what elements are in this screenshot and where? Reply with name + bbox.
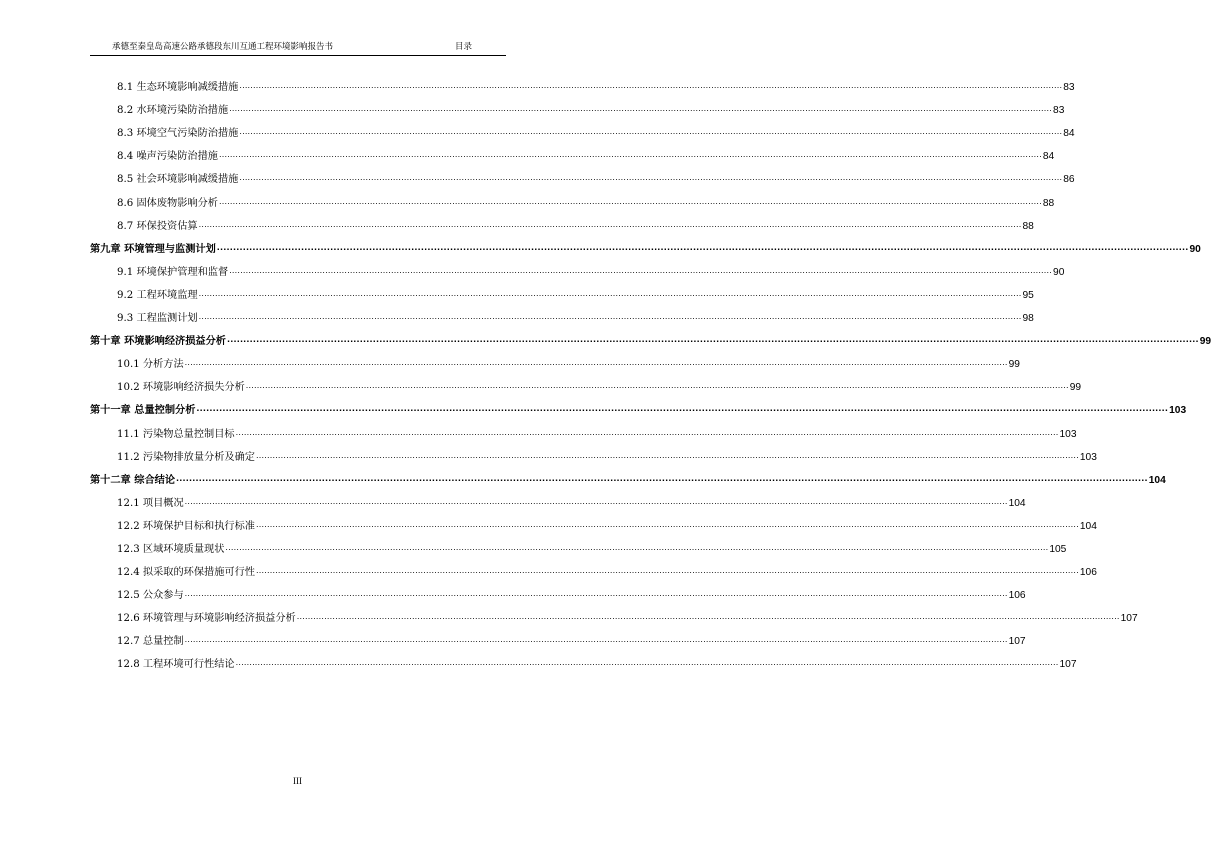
toc-section-entry[interactable] bbox=[90, 555, 1097, 579]
toc-entry-page-number: 106 bbox=[1079, 567, 1097, 579]
toc-dot-leader: ............................................................................................................................................................................................................................................................................................................ bbox=[296, 612, 1120, 622]
toc-entry-title: 9.3 工程监测计划 bbox=[117, 313, 198, 325]
toc-entry-page-number: 83 bbox=[1053, 105, 1065, 117]
toc-entry-title: 8.3 环境空气污染防治措施 bbox=[117, 128, 239, 140]
header-divider bbox=[90, 55, 506, 56]
toc-dot-leader: ............................................................................................................................................................................................................................................................................................................ bbox=[226, 335, 1199, 345]
toc-dot-leader: ............................................................................................................................................................................................................................................................................................................ bbox=[198, 219, 1022, 229]
toc-entry-title: 第九章 环境管理与监测计划 bbox=[90, 243, 216, 255]
toc-entry-page-number: 107 bbox=[1120, 613, 1138, 625]
toc-entry-page-number: 103 bbox=[1079, 451, 1097, 463]
toc-section-entry[interactable] bbox=[90, 93, 1065, 117]
toc-dot-leader: ............................................................................................................................................................................................................................................................................................................ bbox=[218, 196, 1042, 206]
toc-entry-page-number: 104 bbox=[1079, 520, 1097, 532]
toc-entry-page-number: 103 bbox=[1169, 405, 1187, 417]
toc-entry-title: 12.3 区域环境质量现状 bbox=[117, 543, 225, 555]
toc-chapter-entry[interactable] bbox=[90, 393, 1187, 417]
toc-entry-title: 8.2 水环境污染防治措施 bbox=[117, 105, 229, 117]
toc-dot-leader: ............................................................................................................................................................................................................................................................................................................ bbox=[245, 381, 1069, 391]
toc-section-entry[interactable] bbox=[90, 185, 1055, 209]
toc-entry-title: 8.6 固体废物影响分析 bbox=[117, 197, 218, 209]
toc-dot-leader: ............................................................................................................................................................................................................................................................................................................ bbox=[239, 127, 1063, 137]
toc-entry-title: 10.1 分析方法 bbox=[117, 359, 184, 371]
toc-section-entry[interactable] bbox=[90, 416, 1077, 440]
toc-section-entry[interactable] bbox=[90, 532, 1067, 555]
toc-entry-title: 第十一章 总量控制分析 bbox=[90, 405, 196, 417]
toc-entry-title: 11.1 污染物总量控制目标 bbox=[117, 428, 235, 440]
toc-dot-leader: ............................................................................................................................................................................................................................................................................................................ bbox=[255, 566, 1079, 576]
toc-chapter-entry[interactable] bbox=[90, 232, 1201, 255]
toc-entry-title: 12.6 环境管理与环境影响经济损益分析 bbox=[117, 613, 296, 625]
toc-entry-page-number: 107 bbox=[1059, 659, 1077, 671]
toc-section-entry[interactable] bbox=[90, 647, 1077, 671]
toc-dot-leader: ............................................................................................................................................................................................................................................................................................................ bbox=[225, 542, 1049, 552]
toc-section-entry[interactable] bbox=[90, 601, 1138, 625]
toc-section-entry[interactable] bbox=[90, 578, 1026, 602]
toc-entry-page-number: 103 bbox=[1059, 428, 1077, 440]
toc-section-entry[interactable] bbox=[90, 278, 1034, 301]
toc-section-entry[interactable] bbox=[90, 70, 1075, 94]
toc-section-entry[interactable] bbox=[90, 162, 1075, 186]
toc-entry-title: 10.2 环境影响经济损失分析 bbox=[117, 382, 245, 394]
toc-entry-page-number: 83 bbox=[1063, 82, 1075, 94]
document-title: 承德至秦皇岛高速公路承德段东川互通工程环境影响报告书 bbox=[112, 42, 334, 52]
toc-entry-title: 12.7 总量控制 bbox=[117, 636, 184, 648]
toc-dot-leader: ............................................................................................................................................................................................................................................................................................................ bbox=[198, 288, 1022, 298]
toc-entry-title: 8.4 噪声污染防治措施 bbox=[117, 151, 218, 163]
toc-dot-leader: ............................................................................................................................................................................................................................................................................................................ bbox=[239, 173, 1063, 183]
toc-entry-page-number: 84 bbox=[1042, 151, 1055, 163]
toc-dot-leader: ............................................................................................................................................................................................................................................................................................................ bbox=[235, 427, 1059, 437]
toc-entry-title: 8.5 社会环境影响减缓措施 bbox=[117, 174, 239, 186]
toc-section-entry[interactable] bbox=[90, 347, 1020, 371]
toc-entry-title: 9.1 环境保护管理和监督 bbox=[117, 266, 229, 278]
toc-entry-title: 12.5 公众参与 bbox=[117, 590, 184, 602]
toc-dot-leader: ............................................................................................................................................................................................................................................................................................................ bbox=[218, 150, 1042, 160]
toc-section-entry[interactable] bbox=[90, 509, 1097, 532]
toc-entry-page-number: 86 bbox=[1063, 174, 1075, 186]
toc-entry-title: 第十章 环境影响经济损益分析 bbox=[90, 336, 226, 348]
toc-chapter-entry[interactable] bbox=[90, 324, 1211, 348]
toc-entry-title: 第十二章 综合结论 bbox=[90, 474, 176, 486]
toc-dot-leader: ............................................................................................................................................................................................................................................................................................................ bbox=[255, 519, 1079, 529]
toc-entry-page-number: 88 bbox=[1042, 197, 1055, 209]
section-label: 目录 bbox=[454, 42, 472, 52]
toc-entry-page-number: 105 bbox=[1049, 543, 1067, 555]
page-header bbox=[90, 41, 506, 56]
toc-entry-title: 9.2 工程环境监理 bbox=[117, 289, 198, 301]
toc-dot-leader: ............................................................................................................................................................................................................................................................................................................ bbox=[255, 450, 1079, 460]
toc-section-entry[interactable] bbox=[90, 486, 1026, 509]
toc-entry-page-number: 104 bbox=[1148, 474, 1166, 486]
toc-entry-title: 8.1 生态环境影响减缓措施 bbox=[117, 82, 239, 94]
toc-entry-page-number: 99 bbox=[1199, 336, 1211, 348]
toc-entry-title: 12.4 拟采取的环保措施可行性 bbox=[117, 567, 255, 579]
toc-section-entry[interactable] bbox=[90, 255, 1065, 278]
toc-section-entry[interactable] bbox=[90, 209, 1034, 232]
toc-dot-leader: ............................................................................................................................................................................................................................................................................................................ bbox=[198, 312, 1022, 322]
toc-dot-leader: ............................................................................................................................................................................................................................................................................................................ bbox=[196, 404, 1169, 414]
toc-entry-page-number: 84 bbox=[1063, 128, 1075, 140]
toc-dot-leader: ............................................................................................................................................................................................................................................................................................................ bbox=[184, 589, 1008, 599]
table-of-contents bbox=[90, 70, 1211, 671]
toc-dot-leader: ............................................................................................................................................................................................................................................................................................................ bbox=[229, 104, 1053, 114]
toc-section-entry[interactable] bbox=[90, 301, 1034, 325]
toc-dot-leader: ............................................................................................................................................................................................................................................................................................................ bbox=[235, 658, 1059, 668]
toc-dot-leader: ............................................................................................................................................................................................................................................................................................................ bbox=[239, 81, 1063, 91]
toc-entry-page-number: 95 bbox=[1022, 289, 1034, 301]
toc-entry-page-number: 107 bbox=[1008, 636, 1026, 648]
toc-dot-leader: ............................................................................................................................................................................................................................................................................................................ bbox=[184, 635, 1008, 645]
toc-dot-leader: ............................................................................................................................................................................................................................................................................................................ bbox=[184, 358, 1008, 368]
toc-section-entry[interactable] bbox=[90, 116, 1075, 140]
toc-section-entry[interactable] bbox=[90, 440, 1097, 463]
toc-entry-page-number: 90 bbox=[1053, 266, 1065, 278]
toc-chapter-entry[interactable] bbox=[90, 463, 1166, 486]
toc-entry-page-number: 88 bbox=[1022, 220, 1034, 232]
toc-entry-title: 11.2 污染物排放量分析及确定 bbox=[117, 451, 255, 463]
toc-entry-page-number: 90 bbox=[1189, 243, 1201, 255]
toc-entry-title: 12.1 项目概况 bbox=[117, 497, 184, 509]
toc-entry-title: 12.8 工程环境可行性结论 bbox=[117, 659, 235, 671]
toc-entry-page-number: 99 bbox=[1069, 382, 1082, 394]
toc-entry-page-number: 106 bbox=[1008, 590, 1026, 602]
page-number: III bbox=[293, 776, 302, 786]
toc-entry-page-number: 99 bbox=[1008, 359, 1020, 371]
toc-dot-leader: ............................................................................................................................................................................................................................................................................................................ bbox=[216, 242, 1189, 252]
toc-entry-page-number: 104 bbox=[1008, 497, 1026, 509]
toc-dot-leader: ............................................................................................................................................................................................................................................................................................................ bbox=[229, 265, 1053, 275]
toc-entry-page-number: 98 bbox=[1022, 313, 1034, 325]
toc-section-entry[interactable] bbox=[90, 624, 1026, 648]
toc-section-entry[interactable] bbox=[90, 139, 1055, 163]
toc-section-entry[interactable] bbox=[90, 370, 1082, 394]
toc-dot-leader: ............................................................................................................................................................................................................................................................................................................ bbox=[184, 496, 1008, 506]
toc-entry-title: 12.2 环境保护目标和执行标准 bbox=[117, 520, 255, 532]
toc-dot-leader: ............................................................................................................................................................................................................................................................................................................ bbox=[176, 473, 1148, 483]
toc-entry-title: 8.7 环保投资估算 bbox=[117, 220, 198, 232]
